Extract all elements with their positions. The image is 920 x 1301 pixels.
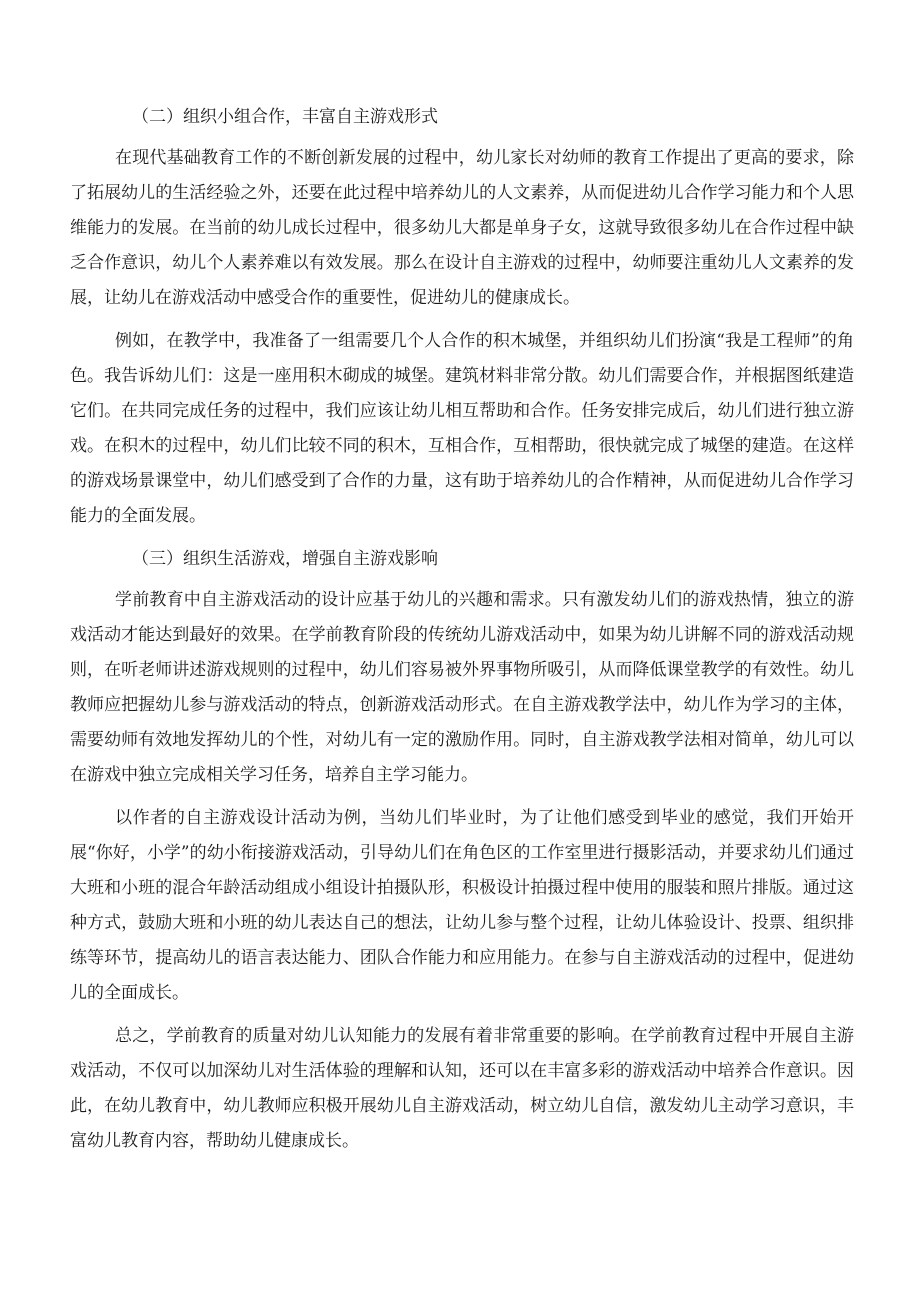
section-heading-3: （三）组织生活游戏，增强自主游戏影响 [132,549,438,569]
section-heading-2: （二）组织小组合作，丰富自主游戏形式 [132,107,438,127]
paragraph: 总之，学前教育的质量对幼儿认知能力的发展有着非常重要的影响。在学前教育过程中开展自主游戏活动，不仅可以加深幼儿对生活体验的理解和认知，还可以在丰富多彩的游戏活动中培养合作意识。因此，在幼儿教育中，幼儿教师应积极开展幼儿自主游戏活动，树立幼儿自信，激发幼儿主动学习意识，丰富幼儿教育内容，帮助幼儿健康成长。 [70,1026,854,1151]
document-body [70,100,854,1159]
paragraph: 以作者的自主游戏设计活动为例，当幼儿们毕业时，为了让他们感受到毕业的感觉，我们开始开展“你好，小学”的幼小衔接游戏活动，引导幼儿们在角色区的工作室里进行摄影活动，并要求幼儿们通过大班和小班的混合年龄活动组成小组设计拍摄队形，积极设计拍摄过程中使用的服装和照片排版。通过这种方式，鼓励大班和小班的幼儿表达自己的想法，让幼儿参与整个过程，让幼儿体验设计、投票、组织排练等环节，提高幼儿的语言表达能力、团队合作能力和应用能力。在参与自主游戏活动的过程中，促进幼儿的全面成长。 [70,808,854,1003]
paragraph: 学前教育中自主游戏活动的设计应基于幼儿的兴趣和需求。只有激发幼儿们的游戏热情，独立的游戏活动才能达到最好的效果。在学前教育阶段的传统幼儿游戏活动中，如果为幼儿讲解不同的游戏活动规则，在听老师讲述游戏规则的过程中，幼儿们容易被外界事物所吸引，从而降低课堂教学的有效性。幼儿教师应把握幼儿参与游戏活动的特点，创新游戏活动形式。在自主游戏教学法中，幼儿作为学习的主体，需要幼师有效地发挥幼儿的个性，对幼儿有一定的激励作用。同时，自主游戏教学法相对简单，幼儿可以在游戏中独立完成相关学习任务，培养自主学习能力。 [70,590,854,785]
paragraph: 在现代基础教育工作的不断创新发展的过程中，幼儿家长对幼师的教育工作提出了更高的要求，除了拓展幼儿的生活经验之外，还要在此过程中培养幼儿的人文素养，从而促进幼儿合作学习能力和个人思维能力的发展。在当前的幼儿成长过程中，很多幼儿大都是单身子女，这就导致很多幼儿在合作过程中缺乏合作意识，幼儿个人素养难以有效发展。那么在设计自主游戏的过程中，幼师要注重幼儿人文素养的发展，让幼儿在游戏活动中感受合作的重要性，促进幼儿的健康成长。 [70,148,854,308]
paragraph: 例如，在教学中，我准备了一组需要几个人合作的积木城堡，并组织幼儿们扮演“我是工程师”的角色。我告诉幼儿们：这是一座用积木砌成的城堡。建筑材料非常分散。幼儿们需要合作，并根据图纸建造它们。在共同完成任务的过程中，我们应该让幼儿相互帮助和合作。任务安排完成后，幼儿们进行独立游戏。在积木的过程中，幼儿们比较不同的积木，互相合作，互相帮助，很快就完成了城堡的建造。在这样的游戏场景课堂中，幼儿们感受到了合作的力量，这有助于培养幼儿的合作精神，从而促进幼儿合作学习能力的全面发展。 [70,331,854,526]
